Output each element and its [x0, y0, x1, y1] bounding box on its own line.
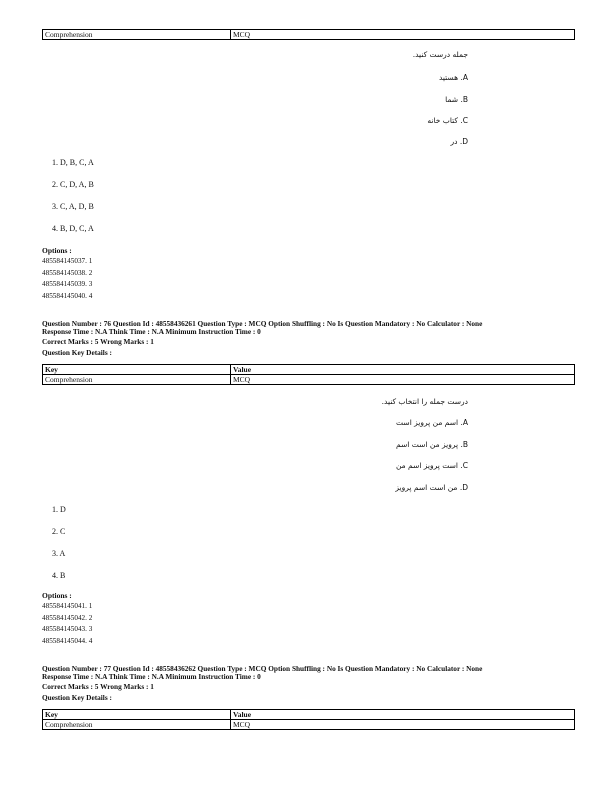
- table-header-key: Key: [43, 710, 231, 720]
- table-cell-value: MCQ: [231, 30, 575, 40]
- q75-choice-3: 3. C, A, D, B: [52, 202, 94, 211]
- q75-part-d: D. در: [450, 137, 468, 146]
- q76-choice-4: 4. B: [52, 571, 66, 580]
- q76-choice-3: 3. A: [52, 549, 66, 558]
- option-id: 485584145038. 2: [42, 268, 93, 277]
- table-header-row: [43, 365, 575, 375]
- q76-choice-2: 2. C: [52, 527, 66, 536]
- table-cell-key: Comprehension: [43, 375, 231, 385]
- q75-part-c: C. کتاب خانه: [427, 116, 468, 125]
- table-cell-key: Comprehension: [43, 720, 231, 730]
- option-id: 485584145039. 3: [42, 280, 93, 288]
- table-row: [43, 720, 575, 730]
- q77-meta-line-1: Question Number : 77 Question Id : 48558436262 Question Type : MCQ Option Shuffling : No Is Question Mandatory : No Calculator : None: [42, 664, 483, 673]
- q76-meta-line-2: Response Time : N.A Think Time : N.A Minimum Instruction Time : 0: [42, 327, 261, 337]
- q76-part-d: D. من است اسم پرویز: [395, 483, 468, 492]
- q76-meta-line-3: Correct Marks : 5 Wrong Marks : 1: [42, 337, 154, 347]
- q77-meta-line-3: Correct Marks : 5 Wrong Marks : 1: [42, 682, 154, 692]
- q77-meta-line-4: Question Key Details :: [42, 692, 112, 702]
- table-row: [43, 30, 575, 40]
- q75-option-ids: [42, 256, 92, 302]
- table-header-value: Value: [231, 710, 575, 720]
- q75-choice-1: 1. D, B, C, A: [52, 158, 94, 167]
- option-id: 485584145041. 1: [42, 602, 93, 610]
- table-row: [43, 375, 575, 385]
- q77-meta-line-2: Response Time : N.A Think Time : N.A Minimum Instruction Time : 0: [42, 672, 261, 682]
- option-id: 485584145044. 4: [42, 636, 93, 645]
- option-id: 485584145042. 2: [42, 613, 93, 622]
- table-cell-value: MCQ: [231, 720, 575, 730]
- q77-meta: [42, 665, 482, 702]
- q76-meta-line-4: Question Key Details :: [42, 347, 112, 357]
- q75-options-label: Options :: [42, 246, 72, 255]
- table-cell-key: Comprehension: [43, 30, 231, 40]
- q77-key-details-table: [42, 709, 575, 730]
- q76-part-c: C. است پرویز اسم من: [395, 461, 468, 470]
- table-header-row: [43, 710, 575, 720]
- option-id: 485584145040. 4: [42, 291, 93, 300]
- q76-part-b: B. پرویز من است اسم: [396, 440, 468, 449]
- q76-options-label: Options :: [42, 591, 72, 600]
- q75-choice-2: 2. C, D, A, B: [52, 180, 94, 189]
- q76-part-a: A. اسم من پرویز است: [396, 418, 468, 427]
- q75-choice-4: 4. B, D, C, A: [52, 224, 94, 233]
- table-cell-value: MCQ: [231, 375, 575, 385]
- q76-question-text: درست جمله را انتخاب کنید.: [381, 397, 468, 406]
- table-header-key: Key: [43, 365, 231, 375]
- table-header-value: Value: [231, 365, 575, 375]
- q76-meta: [42, 320, 482, 357]
- key-details-table-top: [42, 29, 575, 40]
- q76-meta-line-1: Question Number : 76 Question Id : 48558436261 Question Type : MCQ Option Shuffling : No Is Question Mandatory : No Calculator : None: [42, 319, 483, 328]
- q76-option-ids: [42, 601, 92, 647]
- q75-part-b: B. شما: [445, 95, 468, 104]
- q76-choice-1: 1. D: [52, 505, 66, 514]
- q75-question-text: جمله درست کنید.: [412, 50, 468, 59]
- q76-key-details-table: [42, 364, 575, 385]
- q75-part-a: A. هستید: [438, 73, 468, 82]
- option-id: 485584145037. 1: [42, 257, 93, 265]
- option-id: 485584145043. 3: [42, 625, 93, 633]
